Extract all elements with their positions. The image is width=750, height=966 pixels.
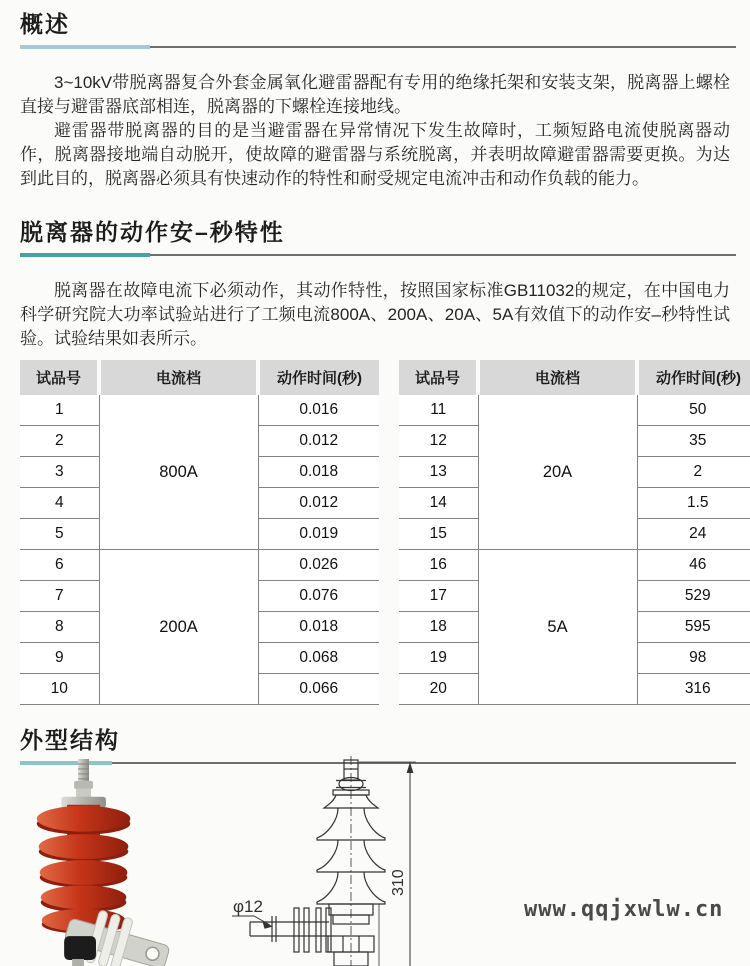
dimension-arrowhead	[407, 762, 414, 773]
action-time-cell: 98	[637, 643, 750, 674]
test-table-left	[20, 360, 379, 705]
sample-number-cell: 3	[20, 457, 99, 488]
section-divider	[20, 45, 730, 50]
sample-number-cell: 15	[399, 519, 478, 550]
sample-number-cell: 19	[399, 643, 478, 674]
action-time-cell: 0.066	[258, 674, 379, 705]
sample-number-cell: 13	[399, 457, 478, 488]
action-time-cell: 1.5	[637, 488, 750, 519]
watermark: www.qqjxwlw.cn	[524, 897, 724, 922]
table-row	[20, 550, 379, 581]
action-time-cell: 529	[637, 581, 750, 612]
section-overview	[20, 0, 730, 191]
amp-second-title: 脱离器的动作安–秒特性	[20, 219, 285, 245]
action-time-cell: 0.019	[258, 519, 379, 550]
current-level-cell: 200A	[99, 550, 258, 705]
sample-number-cell: 7	[20, 581, 99, 612]
diameter-dimension-label: φ12	[233, 897, 263, 916]
action-time-cell: 0.012	[258, 488, 379, 519]
arrester-photo	[8, 757, 178, 966]
sample-number-cell: 18	[399, 612, 478, 643]
table-header-row	[399, 360, 750, 395]
action-time-cell: 0.018	[258, 457, 379, 488]
table-row	[20, 395, 379, 426]
action-time-cell: 24	[637, 519, 750, 550]
action-time-cell: 2	[637, 457, 750, 488]
action-time-cell: 0.018	[258, 612, 379, 643]
action-time-cell: 0.068	[258, 643, 379, 674]
action-time-cell: 35	[637, 426, 750, 457]
action-time-cell: 0.012	[258, 426, 379, 457]
table-header	[399, 360, 750, 395]
current-level-cell: 20A	[478, 395, 637, 550]
current-level-cell: 5A	[478, 550, 637, 705]
table-row	[399, 550, 750, 581]
sample-number-cell: 5	[20, 519, 99, 550]
table-header	[20, 360, 379, 395]
overview-title: 概述	[20, 11, 70, 37]
test-table-right	[399, 360, 750, 705]
sample-number-cell: 20	[399, 674, 478, 705]
action-time-cell: 316	[637, 674, 750, 705]
height-dimension-label: 310	[390, 869, 407, 896]
table-body	[20, 395, 379, 705]
action-time-cell: 0.026	[258, 550, 379, 581]
table-row	[399, 395, 750, 426]
action-time-cell: 595	[637, 612, 750, 643]
action-time-cell: 0.016	[258, 395, 379, 426]
table-header-row	[20, 360, 379, 395]
table-body	[399, 395, 750, 705]
column-header: 试品号	[399, 360, 478, 395]
amp-second-paragraph: 脱离器在故障电流下必须动作，其动作特性，按照国家标准GB11032的规定，在中国电力科学研究院大功率试验站进行了工频电流800A、200A、20A、5A有效值下的动作安–秒特性试验。试验结果如表所示。	[20, 281, 730, 348]
action-time-cell: 50	[637, 395, 750, 426]
column-header: 动作时间(秒)	[258, 360, 379, 395]
structure-title: 外型结构	[20, 727, 120, 753]
divider-accent	[20, 45, 150, 49]
sample-number-cell: 4	[20, 488, 99, 519]
column-header: 电流档	[478, 360, 637, 395]
sample-number-cell: 8	[20, 612, 99, 643]
overview-paragraph-1: 3~10kV带脱离器复合外套金属氧化避雷器配有专用的绝缘托架和安装支架，脱离器上螺栓直接与避雷器底部相连，脱离器的下螺栓连接地线。	[20, 73, 730, 116]
sample-number-cell: 17	[399, 581, 478, 612]
column-header: 试品号	[20, 360, 99, 395]
section-divider	[20, 253, 730, 258]
sample-number-cell: 10	[20, 674, 99, 705]
divider-accent	[20, 253, 150, 257]
overview-paragraph-2: 避雷器带脱离器的目的是当避雷器在异常情况下发生故障时，工频短路电流使脱离器动作，脱离器接地端自动脱开，使故障的避雷器与系统脱离，并表明故障避雷器需要更换。为达到此目的，脱离器必须具有快速动作的特性和耐受规定电流冲击和动作负载的能力。	[20, 121, 730, 188]
sample-number-cell: 14	[399, 488, 478, 519]
action-time-cell: 0.076	[258, 581, 379, 612]
top-stud	[74, 759, 93, 798]
action-time-cell: 46	[637, 550, 750, 581]
sample-number-cell: 6	[20, 550, 99, 581]
sample-number-cell: 1	[20, 395, 99, 426]
test-results-tables	[20, 360, 741, 705]
column-header: 动作时间(秒)	[637, 360, 750, 395]
arrester-outline-drawing	[228, 756, 488, 966]
column-header: 电流档	[99, 360, 258, 395]
current-level-cell: 800A	[99, 395, 258, 550]
sample-number-cell: 11	[399, 395, 478, 426]
sample-number-cell: 9	[20, 643, 99, 674]
section-amp-second-characteristics	[20, 191, 730, 351]
sample-number-cell: 2	[20, 426, 99, 457]
sample-number-cell: 12	[399, 426, 478, 457]
sample-number-cell: 16	[399, 550, 478, 581]
